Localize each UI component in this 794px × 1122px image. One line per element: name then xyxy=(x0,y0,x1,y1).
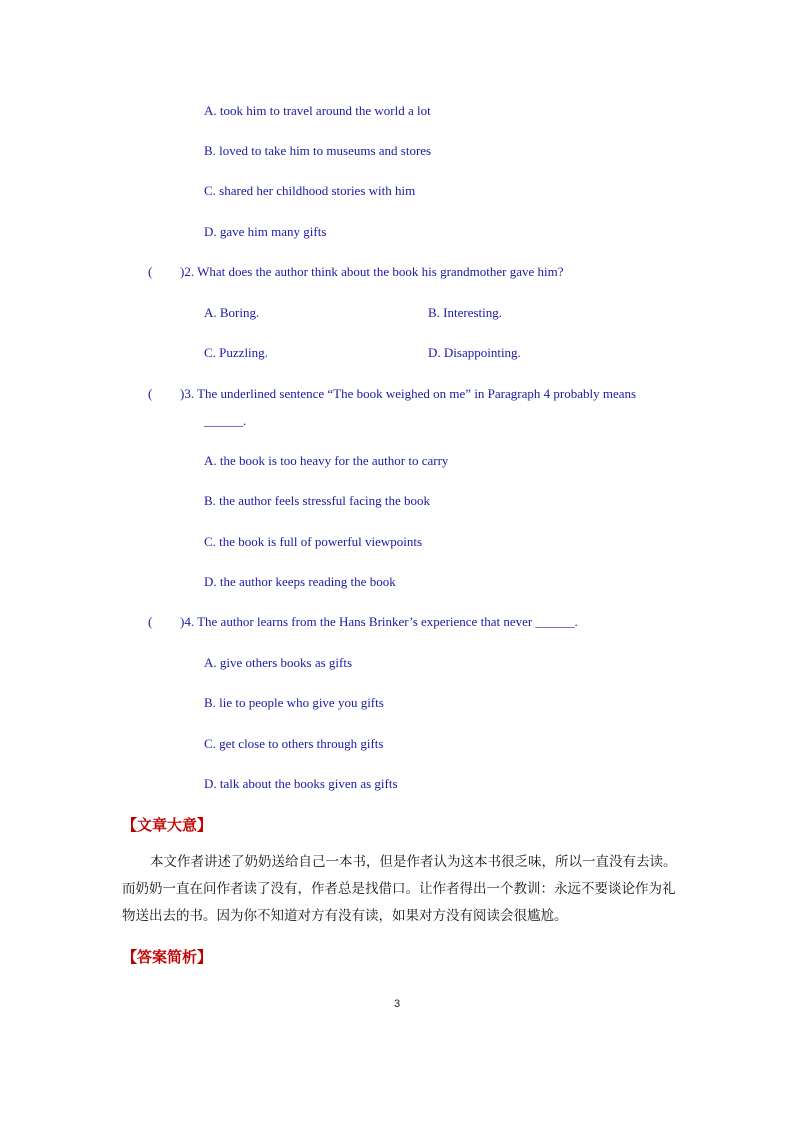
q4-stem xyxy=(148,614,578,630)
q3-stem-text: )3. The underlined sentence “The book weighed on me” in Paragraph 4 probably means xyxy=(180,386,637,401)
q3-stem xyxy=(148,386,636,402)
q4-answer-paren: ( xyxy=(148,614,153,629)
page-number: 3 xyxy=(393,998,401,1010)
q1-option-a: A. took him to travel around the world a lot xyxy=(204,103,431,118)
q1-option-c: C. shared her childhood stories with him xyxy=(204,183,416,198)
q2-stem xyxy=(148,264,564,280)
q3-option-a: A. the book is too heavy for the author to carry xyxy=(204,453,449,468)
q2-answer-paren: ( xyxy=(148,264,153,279)
q1-option-d: D. gave him many gifts xyxy=(204,224,327,239)
q2-stem-text: )2. What does the author think about the book his grandmother gave him? xyxy=(180,264,564,279)
q4-option-a: A. give others books as gifts xyxy=(204,655,353,670)
analysis-heading: 【答案简析】 xyxy=(122,948,213,966)
q2-option-c: C. Puzzling. xyxy=(204,345,268,360)
q1-option-b: B. loved to take him to museums and stores xyxy=(204,143,432,158)
q4-option-c: C. get close to others through gifts xyxy=(204,736,384,751)
q3-option-b: B. the author feels stressful facing the book xyxy=(204,493,430,508)
q3-option-d: D. the author keeps reading the book xyxy=(204,574,396,589)
q2-option-a: A. Boring. xyxy=(204,305,260,320)
q2-option-b: B. Interesting. xyxy=(428,305,503,320)
q3-stem-blank: ______. xyxy=(204,413,247,428)
summary-heading: 【文章大意】 xyxy=(122,816,213,834)
q2-option-d: D. Disappointing. xyxy=(428,345,521,360)
q4-stem-text: )4. The author learns from the Hans Brinker’s experience that never ______. xyxy=(180,614,578,629)
q4-option-b: B. lie to people who give you gifts xyxy=(204,695,384,710)
q3-answer-paren: ( xyxy=(148,386,153,401)
q4-option-d: D. talk about the books given as gifts xyxy=(204,776,398,791)
summary-paragraph: 本文作者讲述了奶奶送给自己一本书，但是作者认为这本书很乏味，所以一直没有去读。而奶奶一直在问作者读了没有，作者总是找借口。让作者得出一个教训：永远不要谈论作为礼物送出去的书。因为你不知道对方有没有读，如果对方没有阅读会很尴尬。 xyxy=(122,854,677,924)
q3-option-c: C. the book is full of powerful viewpoints xyxy=(204,534,423,549)
